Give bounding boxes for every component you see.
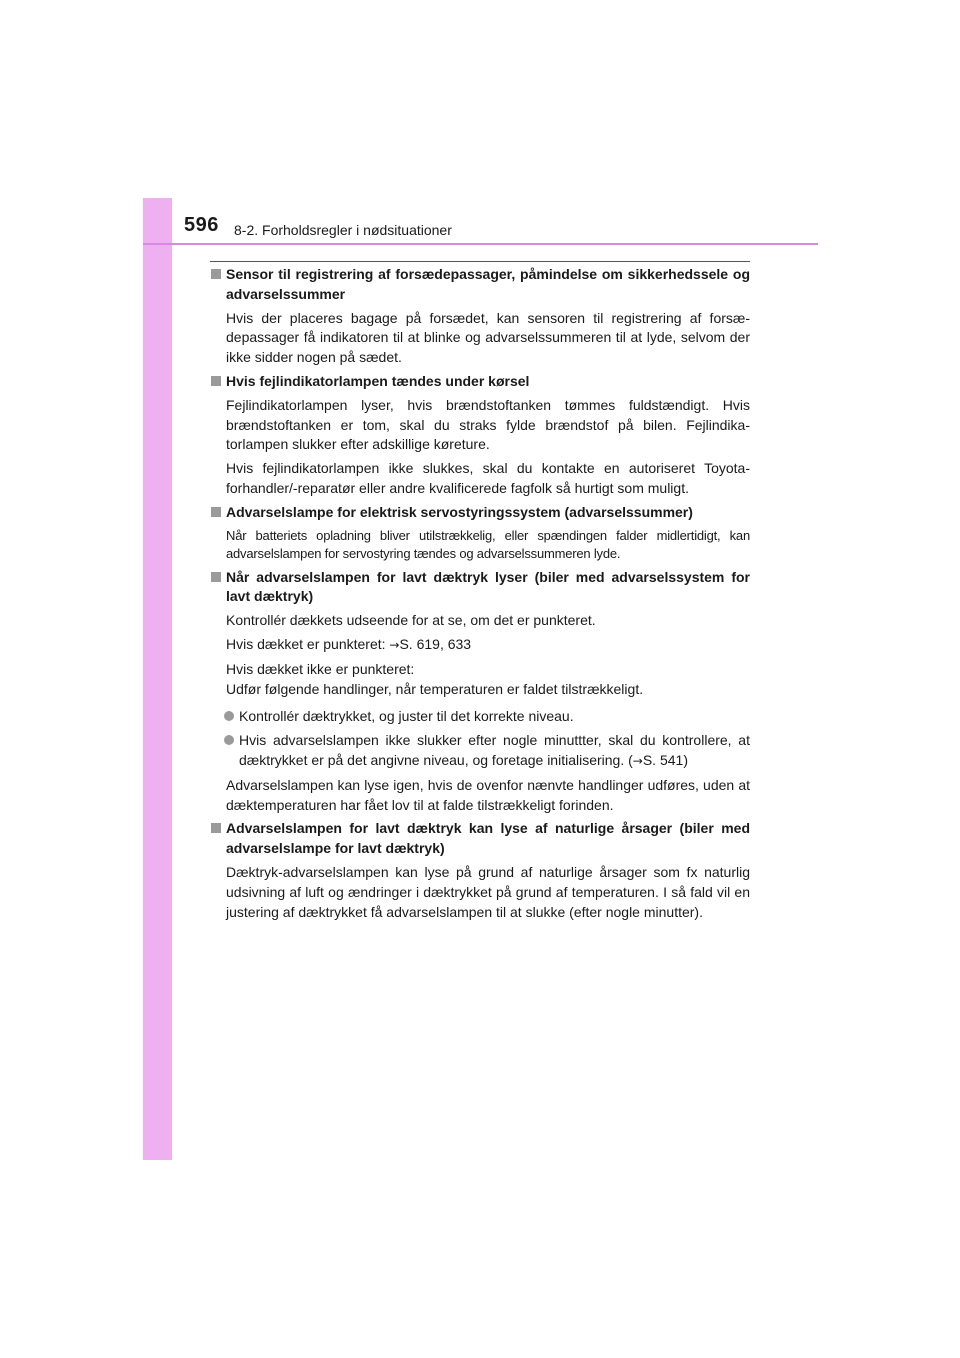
page-number: 596 xyxy=(184,214,219,236)
content-top-rule xyxy=(210,261,750,262)
circle-bullet-icon xyxy=(224,735,234,745)
section-title: Hvis fejlindikatorlampen tændes under kørsel xyxy=(210,372,750,392)
section-title: Advarselslampe for elektrisk servostyringssystem (advarselssummer) xyxy=(210,503,750,523)
square-bullet-icon xyxy=(211,376,221,386)
paragraph: Dæktryk-advarselslampen kan lyse på grund af naturlige årsager som fx naturlig udsivning af luft og ændringer i dæktrykket på grund af temperaturen. I så fald vil en justering af dæktrykket få advarselslampen til at slukke (efter nogle minutter). xyxy=(226,863,750,920)
paragraph: Fejlindikatorlampen lyser, hvis brændstoftanken tømmes fuldstændigt. Hvis brændstoftanken er tom, skal du straks fylde brændstof på bilen. Fejlindika-torlampen slukker efter adskillige køreture. xyxy=(226,396,750,453)
circle-bullet-icon xyxy=(224,711,234,721)
section-natural-causes xyxy=(210,819,750,922)
page-content xyxy=(210,265,750,926)
paragraph: Kontrollér dækkets udseende for at se, om det er punkteret. xyxy=(226,612,596,629)
page-reference: S. 619, 633 xyxy=(399,635,472,652)
paragraph: Hvis fejlindikatorlampen ikke slukkes, skal du kontakte en autoriseret Toyota-forhandler/-reparatør eller andre kvalificerede fagfolk så hurtigt som muligt. xyxy=(226,460,750,496)
paragraph: Når batteriets opladning bliver utilstrækkelig, eller spændingen falder midlertidigt, kan advarselslampen for servostyring tændes og advarselssummeren lyde. xyxy=(226,527,750,562)
paragraph-flat-tire-ref: Hvis dækket er punkteret: →S. 619, 633 xyxy=(226,635,472,652)
chapter-side-tab xyxy=(143,198,172,1160)
list-item: Kontrollér dæktrykket, og juster til det korrekte niveau. xyxy=(210,707,750,727)
section-power-steering xyxy=(210,503,750,564)
square-bullet-icon xyxy=(211,572,221,582)
section-malfunction-lamp xyxy=(210,372,750,499)
arrow-right-icon: → xyxy=(632,753,643,768)
paragraph: Hvis der placeres bagage på forsædet, kan sensoren til registrering af forsæ-depassager få indikatoren til at blinke og advarselssummeren til at lyde, selvom der ikke sidder nogen på sædet. xyxy=(226,309,750,366)
square-bullet-icon xyxy=(211,507,221,517)
section-title: Når advarselslampen for lavt dæktryk lyser (biler med advarselssystem for lavt dæktryk) xyxy=(210,568,750,608)
paragraph-not-flat: Hvis dækket ikke er punkteret: Udfør følgende handlinger, når temperaturen er faldet tilstrækkeligt. xyxy=(226,660,644,697)
paragraph: Advarselslampen kan lyse igen, hvis de ovenfor nænvte handlinger udføres, uden at dæktemperaturen har fået lov til at falde tilstrækkeligt forinden. xyxy=(226,776,750,813)
chapter-title: 8-2. Forholdsregler i nødsituationer xyxy=(234,222,452,238)
arrow-right-icon: → xyxy=(389,637,400,652)
section-low-tire-pressure xyxy=(210,568,750,816)
section-title: Advarselslampen for lavt dæktryk kan lyse af naturlige årsager (biler med advarselslampe for lavt dæktryk) xyxy=(210,819,750,859)
section-title: Sensor til registrering af forsædepassager, påmindelse om sikkerhedssele og advarselssummer xyxy=(210,265,750,305)
section-seat-sensor xyxy=(210,265,750,368)
header-rule xyxy=(143,243,818,245)
list-item: Hvis advarselslampen ikke slukker efter nogle minuttter, skal du kontrollere, at dæktrykket er på det angivne niveau, og foretage initialisering. (→S. 541) xyxy=(210,731,750,772)
square-bullet-icon xyxy=(211,823,221,833)
square-bullet-icon xyxy=(211,269,221,279)
page-reference: S. 541) xyxy=(642,751,688,768)
